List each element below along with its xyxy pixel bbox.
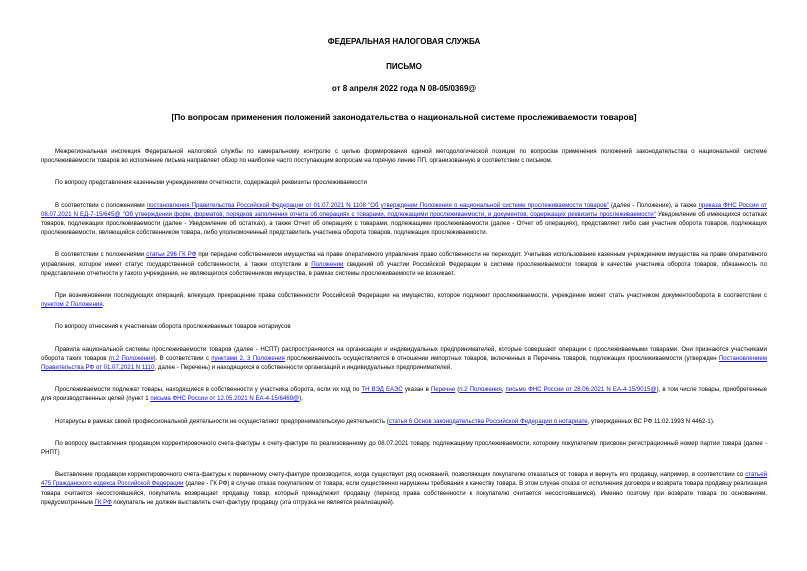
link-regulation[interactable]: Положении: [311, 260, 344, 268]
link-point-2-regulation[interactable]: пунктом 2 Положения: [41, 301, 103, 309]
doc-subject: [По вопросам применения положений законодательства о национальной системе прослеживаемости товаров]: [171, 112, 637, 122]
paragraph-nspt-rules: Правила национальной системы прослеживаемости товаров (далее - НСПТ) распространяются на организации и индивидуальных предпринимателей, которые совершают операции с прослеживаемыми товарами. Они признаются участниками оборота таких товаров (п.2 Положения). В соответствии с пунктами 2, 3 Положения прослеживаемость осуществляется в отношении импортных товаров, включенных в Перечень товаров, подлежащих прослеживаемости (утвержден Постановлением Правительства РФ от 01.07.2021 N 1110, далее - Перечень) и находящихся в собственности организаций и индивидуальных предпринимателей.: [41, 345, 767, 372]
section-heading-corrective-invoice: По вопросу выставления продавцом корректировочного счета-фактуры к счету-фактуре по реализованному до 08.07.2021 товару, подлежащему прослеживаемости, которому покупателем присвоен регистрационный номер партии товара (далее - РНПТ): [41, 439, 767, 457]
link-resolution-1108[interactable]: постановления Правительства Российской Федерации от 01.07.2021 N 1108 "Об утверждении Положения о национальной системе прослеживаемости товаров": [146, 201, 609, 209]
paragraph-intro: Межрегиональная инспекция Федеральной налоговой службы по камеральному контролю с целью формирования единой методологической позиции по вопросам применения положений законодательства о национальной системе прослеживаемости товаров во исполнение письма направляет обзор по наиболее часто поступающим вопросам на горячую линию ПП, организованную в соответствии с письмом.: [41, 148, 767, 165]
paragraph-reporting: В соответствии с положениями постановления Правительства Российской Федерации от 01.07.2021 N 1108 "Об утверждении Положения о национальной системе прослеживаемости товаров" (далее - Положение), а также приказа ФНС России от 08.07.2021 N ЕД-7-15/645@ "Об утверждении форм, форматов, порядков заполнения отчета об операциях с товарами, подлежащими прослеживаемости, и документов, содержащих реквизиты прослеживаемости" Уведомление об имеющихся остатках товаров, подлежащих прослеживаемости (далее - Уведомление об остатках), а также Отчет об операциях с товарами, подлежащими прослеживаемости (далее - Отчет об операциях), представляет либо сам участник оборота товаров, подлежащих прослеживаемости, являющийся собственником товара, либо уполномоченный представитель участника оборота товаров, подлежащих прослеживаемости.: [41, 201, 768, 237]
doc-body: [41, 147, 767, 507]
link-gk-rf[interactable]: ГК РФ: [94, 498, 112, 506]
doc-type: ПИСЬМО: [386, 62, 422, 71]
paragraph-corrective-invoice: Выставление продавцом корректировочного счета-фактуры к первичному счету-фактуре производится, когда существует ряд оснований, позволяющих покупателю отказаться от товара и вернуть его продавцу, например, в соответствии со статьей 475 Гражданского кодекса Российской Федерации (далее - ГК РФ) в случае отказа покупателем от товара, если существенно нарушены требования к качеству товара. В этом случае отказа от исполнения договора и возврата товара продавцу реализация товара считается несостоявшейся, покупатель возвращает продавцу товар, который принадлежит продавцу (переход права собственности к покупателю считается несостоявшимся). Именно поэтому при возврате товара по основаниям, предусмотренным ГК РФ покупатель не должен выставлять счет-фактуру продавцу (эта отгрузка не является реализацией).: [41, 471, 767, 506]
link-tn-ved[interactable]: ТН ВЭД ЕАЭС: [361, 386, 403, 394]
link-list[interactable]: Перечне: [430, 386, 456, 394]
paragraph-traceable-goods: Прослеживаемости подлежат товары, находящиеся в собственности у участника оборота, если их код по ТН ВЭД ЕАЭС указан в Перечне (п.2 Положения, письмо ФНС России от 28.06.2021 N ЕА-4-15/9015@), в том числе товары, приобретенные для производственных целей (пункт 1 письма ФНС России от 12.05.2021 N ЕА-4-15/6469@).: [41, 386, 767, 403]
link-resolution-1110[interactable]: Постановлением Правительства РФ от 01.07.2021 N 1110: [41, 354, 767, 372]
doc-date-number: от 8 апреля 2022 года N 08-05/0369@: [331, 84, 477, 93]
link-notary-fundamentals[interactable]: статья 6 Основ законодательства Российской Федерации о нотариате: [388, 417, 588, 425]
link-p2-regulation-2[interactable]: п.2 Положения: [459, 386, 502, 394]
paragraph-operational-management: В соответствии с положениями статьи 296 ГК РФ при передаче собственником имущества на праве оперативного управления право собственности не переходит. Учитывая использование казенным учреждением имущества на праве оперативного управления, которое имеет статус государственной собственности, а также отсутствие в Положении сведений об участии Российской Федерации в системе прослеживаемости товаров в качестве участника оборота товаров, обязанность по представлению отчетности у такого учреждения, не являющегося собственником имущества, в рамках системы прослеживаемости не возникает.: [41, 251, 767, 277]
doc-org: ФЕДЕРАЛЬНАЯ НАЛОГОВАЯ СЛУЖБА: [327, 37, 481, 46]
link-letter-ea-4-15-6469[interactable]: письма ФНС России от 12.05.2021 N ЕА-4-15/6469@: [150, 395, 300, 403]
link-letter-ea-4-15-9015[interactable]: письмо ФНС России от 28.06.2021 N ЕА-4-15/9015@: [505, 386, 657, 394]
link-article-475[interactable]: статьей 475 Гражданского кодекса Российской Федерации: [41, 471, 767, 488]
link-points-2-3[interactable]: пунктами 2, 3 Положения: [211, 354, 285, 362]
link-article-296[interactable]: статьи 296 ГК РФ: [146, 251, 197, 259]
section-heading-notaries: По вопросу отнесения к участникам оборота прослеживаемых товаров нотариусов: [55, 323, 291, 331]
link-order-ed-7-15-645[interactable]: приказа ФНС России от 08.07.2021 N ЕД-7-15/645@ "Об утверждении форм, форматов, порядков заполнения отчета об операциях с товарами, подлежащими прослеживаемости, и документов, содержащих реквизиты прослеживаемости": [41, 201, 768, 218]
paragraph-subsequent-operations: При возникновении последующих операций, влекущих прекращение права собственности Российской Федерации на имущество, которое подлежит прослеживаемости, учреждение может стать участником документооборота в соответствии с пунктом 2 Положения.: [41, 292, 767, 309]
link-p2-regulation[interactable]: п.2 Положения: [110, 354, 154, 362]
section-heading-reporting: По вопросу представления казенными учреждениями отчетности, содержащей реквизиты прослеживаемости: [55, 179, 367, 187]
paragraph-notaries: Нотариусы в рамках своей профессиональной деятельности не осуществляют предпринимательскую деятельность (статья 6 Основ законодательства Российской Федерации о нотариате, утвержденных ВС РФ 11.02.1993 N 4462-1).: [55, 417, 715, 425]
